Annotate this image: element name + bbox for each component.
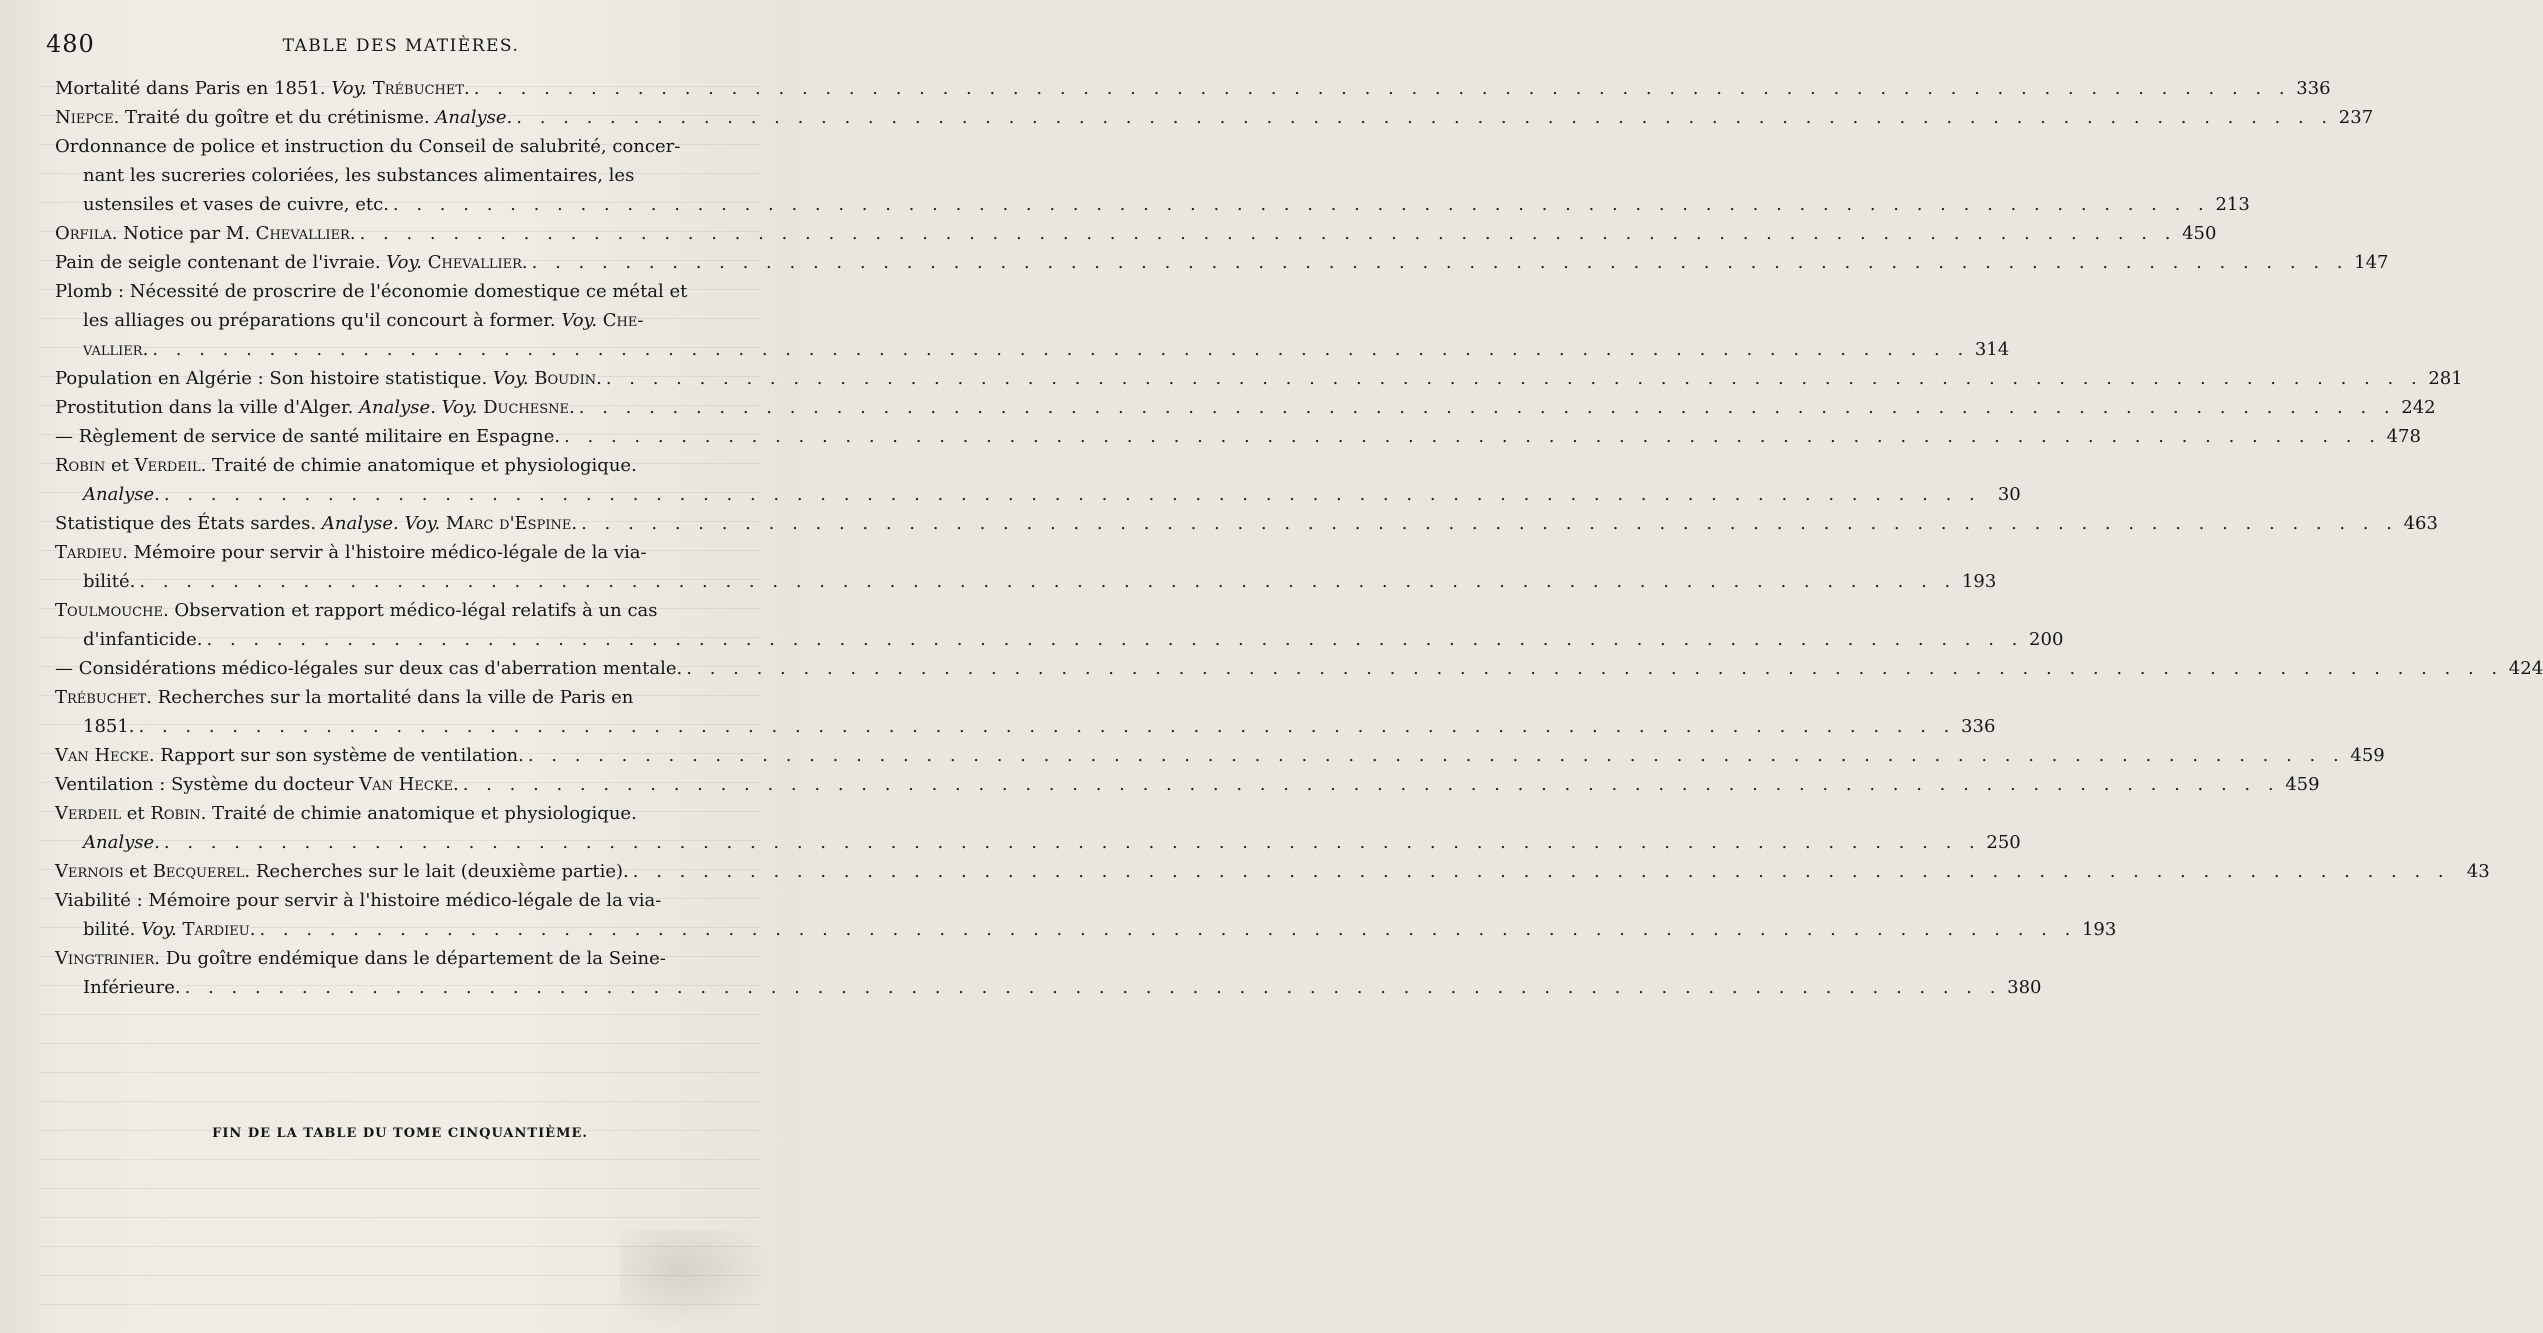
author-name: Tardieu (55, 542, 123, 563)
author-name: Robin (55, 455, 106, 476)
entry-title (83, 480, 160, 509)
entry-text: . Traité de chimie anatomique et physiologique. (200, 455, 637, 476)
entry-line (55, 277, 755, 306)
entry-text: Mortalité dans Paris en 1851. (55, 78, 332, 99)
author-name: Trébuchet (367, 78, 464, 99)
entry-text: . (142, 339, 149, 360)
entry-final-line (55, 567, 1997, 596)
entry-line (55, 161, 755, 190)
author-name: Verdeil (134, 455, 201, 476)
page-reference: 193 (2081, 919, 2117, 940)
entry-title (55, 857, 629, 886)
author-name: Van Hecke (359, 774, 453, 795)
author-name: Che- (597, 310, 644, 331)
entry-final-line (55, 480, 2021, 509)
entry-final-line (55, 74, 2331, 103)
running-title: TABLE DES MATIÈRES. (282, 36, 520, 56)
entry-text: nant les sucreries coloriées, les substances alimentaires, les (83, 165, 635, 186)
toc-entry (55, 364, 2463, 393)
italic-text: Analyse. (83, 832, 160, 853)
author-name: Verdeil (55, 803, 121, 824)
entry-title (83, 828, 160, 857)
dot-leader (575, 393, 2400, 422)
page-reference: 30 (1997, 484, 2021, 505)
entry-title (55, 219, 356, 248)
entry-title (83, 973, 181, 1002)
author-name: vallier (83, 339, 143, 360)
author-name: Toulmouche (55, 600, 163, 621)
author-name: Trébuchet (55, 687, 147, 708)
italic-text: Voy. (561, 310, 598, 331)
toc-entry (55, 538, 1997, 596)
italic-text: Analyse. (83, 484, 160, 505)
author-name: Tardieu (176, 919, 250, 940)
dot-leader (389, 190, 2214, 219)
entry-text: . (521, 252, 528, 273)
dot-leader (560, 422, 2385, 451)
dot-leader (577, 509, 2402, 538)
entry-title (55, 509, 577, 538)
entry-text: . Recherches sur la mortalité dans la ville de Paris en (146, 687, 634, 708)
entry-text: . Rapport sur son système de ventilation. (148, 745, 524, 766)
entry-text: . (349, 223, 356, 244)
toc-entry (55, 219, 2217, 248)
page-reference: 281 (2428, 368, 2463, 389)
entry-text: Prostitution dans la ville d'Alger. (55, 397, 360, 418)
entry-final-line (55, 509, 2438, 538)
author-name: Vingtrinier (55, 948, 155, 969)
page-reference: 450 (2182, 223, 2217, 244)
page-reference: 43 (2466, 861, 2490, 882)
toc-entry (55, 132, 2250, 219)
entry-text: Statistique des États sardes. (55, 513, 322, 534)
entry-text: d'infanticide. (83, 629, 203, 650)
entry-final-line (55, 248, 2389, 277)
toc-entry (55, 248, 2389, 277)
entry-text: . (464, 78, 470, 99)
entry-text: Ventilation : Système du docteur (55, 774, 360, 795)
entry-text: Ordonnance de police et instruction du Conseil de salubrité, concer- (55, 136, 681, 157)
italic-text: Voy. (492, 368, 529, 389)
author-name: Chevallier (421, 252, 522, 273)
entry-title (55, 422, 560, 451)
page-reference: 336 (1961, 716, 1996, 737)
entry-line (55, 451, 755, 480)
entry-text: . Recherches sur le lait (deuxième partie). (244, 861, 629, 882)
dot-leader (470, 74, 2295, 103)
entry-text: Pain de seigle contenant de l'ivraie. (55, 252, 387, 273)
italic-text: Analyse. (435, 107, 513, 128)
dot-leader (135, 567, 1960, 596)
italic-text: Voy. (141, 919, 177, 940)
dot-leader (459, 770, 2284, 799)
dot-leader (682, 654, 2507, 683)
entry-title (83, 712, 135, 741)
toc-entry (55, 596, 2064, 654)
toc-entry (55, 509, 2438, 538)
author-name: Vernois (55, 861, 124, 882)
page-reference: 380 (2007, 977, 2042, 998)
entry-text: . (569, 397, 575, 418)
toc-entry (55, 74, 2331, 103)
page-reference: 478 (2386, 426, 2421, 447)
entry-text: . (596, 368, 602, 389)
entry-title (83, 567, 135, 596)
page-reference: 213 (2215, 194, 2250, 215)
toc-entry (55, 741, 2385, 770)
entry-line (55, 538, 755, 567)
entry-title (55, 393, 575, 422)
entry-final-line (55, 770, 2320, 799)
dot-leader (528, 248, 2353, 277)
entry-text: 1851. (83, 716, 135, 737)
italic-text: Analyse. (321, 513, 399, 534)
entry-text: . (571, 513, 578, 534)
entry-text: et (105, 455, 135, 476)
entry-title (83, 915, 255, 944)
author-name: Marc d'Espine (440, 513, 572, 534)
entry-final-line (55, 625, 2064, 654)
entry-title (55, 770, 459, 799)
author-name: Niepce (55, 107, 114, 128)
toc-entry (55, 654, 2543, 683)
author-name: Becquerel (152, 861, 245, 882)
entry-title (55, 654, 682, 683)
dot-leader (629, 857, 2454, 886)
entry-final-line (55, 828, 2021, 857)
dot-leader (148, 335, 1973, 364)
entry-final-line (55, 219, 2217, 248)
italic-text: Analyse. (359, 397, 436, 418)
entry-title (55, 74, 470, 103)
toc-entry (55, 683, 1996, 741)
toc-entry (55, 886, 2117, 944)
entry-final-line (55, 654, 2543, 683)
entry-text: . Traité de chimie anatomique et physiologique. (200, 803, 637, 824)
entry-text: . (249, 919, 256, 940)
entry-text: . Traité du goître et du crétinisme. (113, 107, 436, 128)
toc-entry (55, 422, 2421, 451)
dot-leader (135, 712, 1960, 741)
entry-text: . (452, 774, 459, 795)
entry-final-line (55, 857, 2490, 886)
paper-stain (620, 1230, 770, 1330)
entry-title (83, 190, 389, 219)
toc-entry (55, 944, 2042, 1002)
entry-final-line (55, 190, 2250, 219)
dot-leader (181, 973, 2006, 1002)
entry-text: . Observation et rapport médico-légal relatifs à un cas (162, 600, 658, 621)
entry-text: Population en Algérie : Son histoire statistique. (55, 368, 493, 389)
page-reference: 459 (2285, 774, 2320, 795)
author-name: Chevallier (255, 223, 350, 244)
page-reference: 147 (2354, 252, 2389, 273)
entry-final-line (55, 712, 1996, 741)
entry-text: ustensiles et vases de cuivre, etc. (83, 194, 389, 215)
entry-text: . Notice par M. (111, 223, 256, 244)
dot-leader (512, 103, 2337, 132)
table-of-contents (55, 74, 2543, 1002)
entry-text: Viabilité : Mémoire pour servir à l'histoire médico-légale de la via- (55, 890, 662, 911)
entry-final-line (55, 335, 2010, 364)
page-reference: 237 (2338, 107, 2374, 128)
entry-text: . Mémoire pour servir à l'histoire médico-légale de la via- (122, 542, 647, 563)
entry-text: les alliages ou préparations qu'il concourt à former. (83, 310, 562, 331)
entry-title (83, 625, 203, 654)
author-name: Robin (150, 803, 201, 824)
page-reference: 242 (2401, 397, 2436, 418)
entry-text: bilité. (83, 919, 142, 940)
page-reference: 193 (1961, 571, 1997, 592)
toc-entry (55, 103, 2374, 132)
entry-text: bilité. (83, 571, 136, 592)
author-name: Orfila (55, 223, 112, 244)
toc-entry (55, 451, 2021, 509)
page-reference: 314 (1974, 339, 2010, 360)
page-header (46, 30, 756, 66)
dot-leader (356, 219, 2181, 248)
entry-text: — Considérations médico-légales sur deux cas d'aberration mentale. (55, 658, 683, 679)
entry-line (55, 596, 755, 625)
author-name: Duchesne (477, 397, 570, 418)
page-reference: 459 (2350, 745, 2385, 766)
entry-final-line (55, 741, 2385, 770)
page-reference: 463 (2403, 513, 2438, 534)
entry-title (55, 103, 512, 132)
entry-line (55, 132, 755, 161)
italic-text: Voy. (331, 78, 368, 99)
entry-line (55, 944, 755, 973)
dot-leader (602, 364, 2427, 393)
entry-final-line (55, 393, 2436, 422)
entry-final-line (55, 973, 2042, 1002)
entry-title (55, 364, 602, 393)
page-reference: 424 (2508, 658, 2543, 679)
toc-entry (55, 799, 2021, 857)
entry-title (83, 335, 148, 364)
page-reference: 200 (2029, 629, 2064, 650)
entry-title (55, 741, 524, 770)
dot-leader (160, 828, 1985, 857)
toc-entry (55, 393, 2436, 422)
toc-entry (55, 857, 2490, 886)
entry-text: et (120, 803, 151, 824)
dot-leader (255, 915, 2080, 944)
toc-entry (55, 277, 2010, 364)
italic-text: Voy. (404, 513, 441, 534)
page-number: 480 (46, 30, 95, 58)
author-name: Van Hecke (55, 745, 149, 766)
page-reference: 336 (2296, 78, 2331, 99)
entry-final-line (55, 103, 2374, 132)
entry-text: Plomb : Nécessité de proscrire de l'économie domestique ce métal et (55, 281, 688, 302)
italic-text: Voy. (386, 252, 422, 273)
entry-line (55, 799, 755, 828)
end-of-table-note: FIN DE LA TABLE DU TOME CINQUANTIÈME. (212, 1126, 588, 1141)
italic-text: Voy. (441, 397, 478, 418)
dot-leader (160, 480, 1985, 509)
entry-final-line (55, 364, 2463, 393)
toc-entry (55, 770, 2320, 799)
entry-title (55, 248, 528, 277)
entry-line (55, 683, 755, 712)
author-name: Boudin (528, 368, 597, 389)
entry-text: — Règlement de service de santé militaire en Espagne. (55, 426, 561, 447)
entry-text: Inférieure. (83, 977, 181, 998)
entry-line (55, 306, 755, 335)
entry-text: . Du goître endémique dans le département de la Seine- (154, 948, 666, 969)
entry-final-line (55, 422, 2421, 451)
dot-leader (203, 625, 2028, 654)
page-reference: 250 (1986, 832, 2021, 853)
entry-line (55, 886, 755, 915)
entry-text: et (123, 861, 153, 882)
entry-final-line (55, 915, 2117, 944)
dot-leader (524, 741, 2349, 770)
